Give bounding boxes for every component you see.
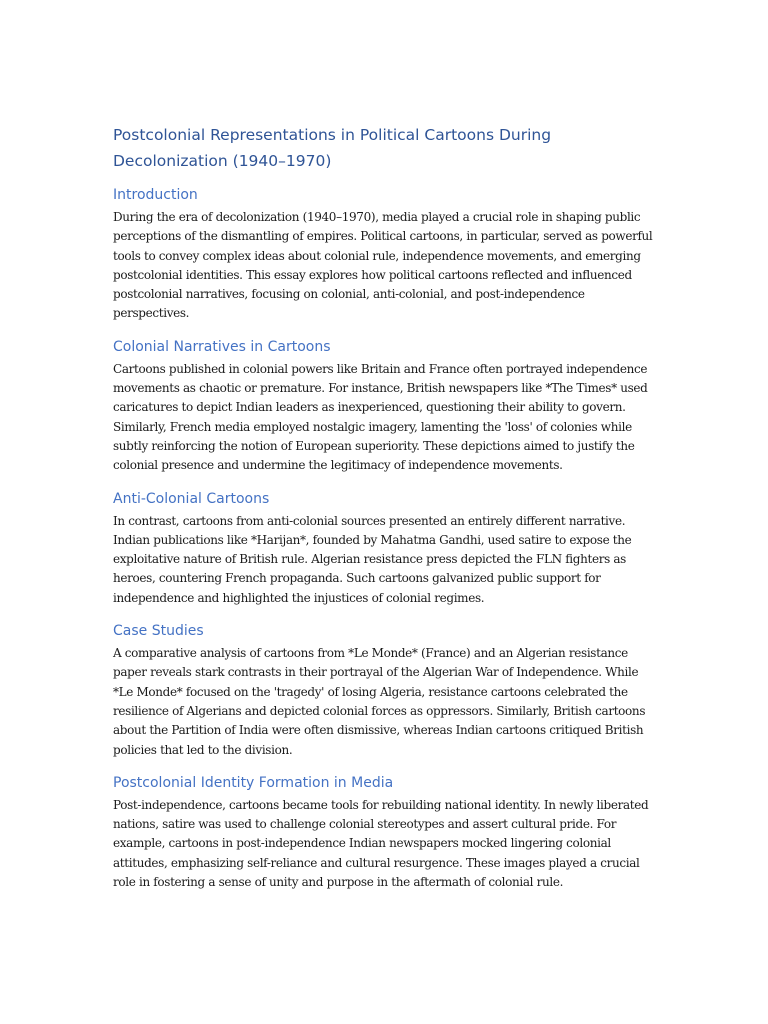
document-content bbox=[113, 122, 658, 904]
section-body-identity-formation: Post-independence, cartoons became tools for rebuilding national identity. In newly liberated nations, satire was used to challenge colonial stereotypes and assert cultural pride. For example, cartoons in post-independence Indian newspapers mocked lingering colonial attitudes, emphasizing self-reliance and cultural resurgence. These images played a crucial role in fostering a sense of unity and purpose in the aftermath of colonial rule. bbox=[113, 797, 649, 890]
section-heading-introduction: Introduction bbox=[113, 187, 198, 203]
section-body-case-studies: A comparative analysis of cartoons from *Le Monde* (France) and an Algerian resistance paper reveals stark contrasts in their portrayal of the Algerian War of Independence. While *Le Monde* focused on the 'tragedy' of losing Algeria, resistance cartoons celebrated the resilience of Algerians and depicted colonial forces as oppressors. Similarly, British cartoons about the Partition of India were often dismissive, whereas Indian cartoons critiqued British policies that led to the division. bbox=[113, 646, 646, 757]
document-title: Postcolonial Representations in Political Cartoons During Decolonization (1940–1970) bbox=[113, 126, 552, 170]
section-body-anti-colonial: In contrast, cartoons from anti-colonial sources presented an entirely different narrative. Indian publications like *Harijan*, founded by Mahatma Gandhi, used satire to expose the exploitative nature of British rule. Algerian resistance press depicted the FLN fighters as heroes, countering French propaganda. Such cartoons galvanized public support for independence and highlighted the injustices of colonial regimes. bbox=[113, 513, 632, 605]
section-body-introduction: During the era of decolonization (1940–1970), media played a crucial role in shaping public perceptions of the dismantling of empires. Political cartoons, in particular, served as powerful tools to convey complex ideas about colonial rule, independence movements, and emerging postcolonial identities. This essay explores how political cartoons reflected and influenced postcolonial narratives, focusing on colonial, anti-colonial, and post-independence perspectives. bbox=[113, 210, 653, 321]
section-heading-anti-colonial: Anti-Colonial Cartoons bbox=[113, 490, 270, 507]
section-heading-colonial-narratives: Colonial Narratives in Cartoons bbox=[113, 338, 331, 355]
section-body-colonial-narratives: Cartoons published in colonial powers like Britain and France often portrayed independence movements as chaotic or premature. For instance, British newspapers like *The Times* used caricatures to depict Indian leaders as inexperienced, questioning their ability to govern. Similarly, French media employed nostalgic imagery, lamenting the 'loss' of colonies while subtly reinforcing the notion of European superiority. These depictions aimed to justify the colonial presence and undermine the legitimacy of independence movements. bbox=[113, 361, 648, 473]
section-heading-case-studies: Case Studies bbox=[113, 623, 204, 640]
section-heading-identity-formation: Postcolonial Identity Formation in Media bbox=[113, 774, 394, 791]
